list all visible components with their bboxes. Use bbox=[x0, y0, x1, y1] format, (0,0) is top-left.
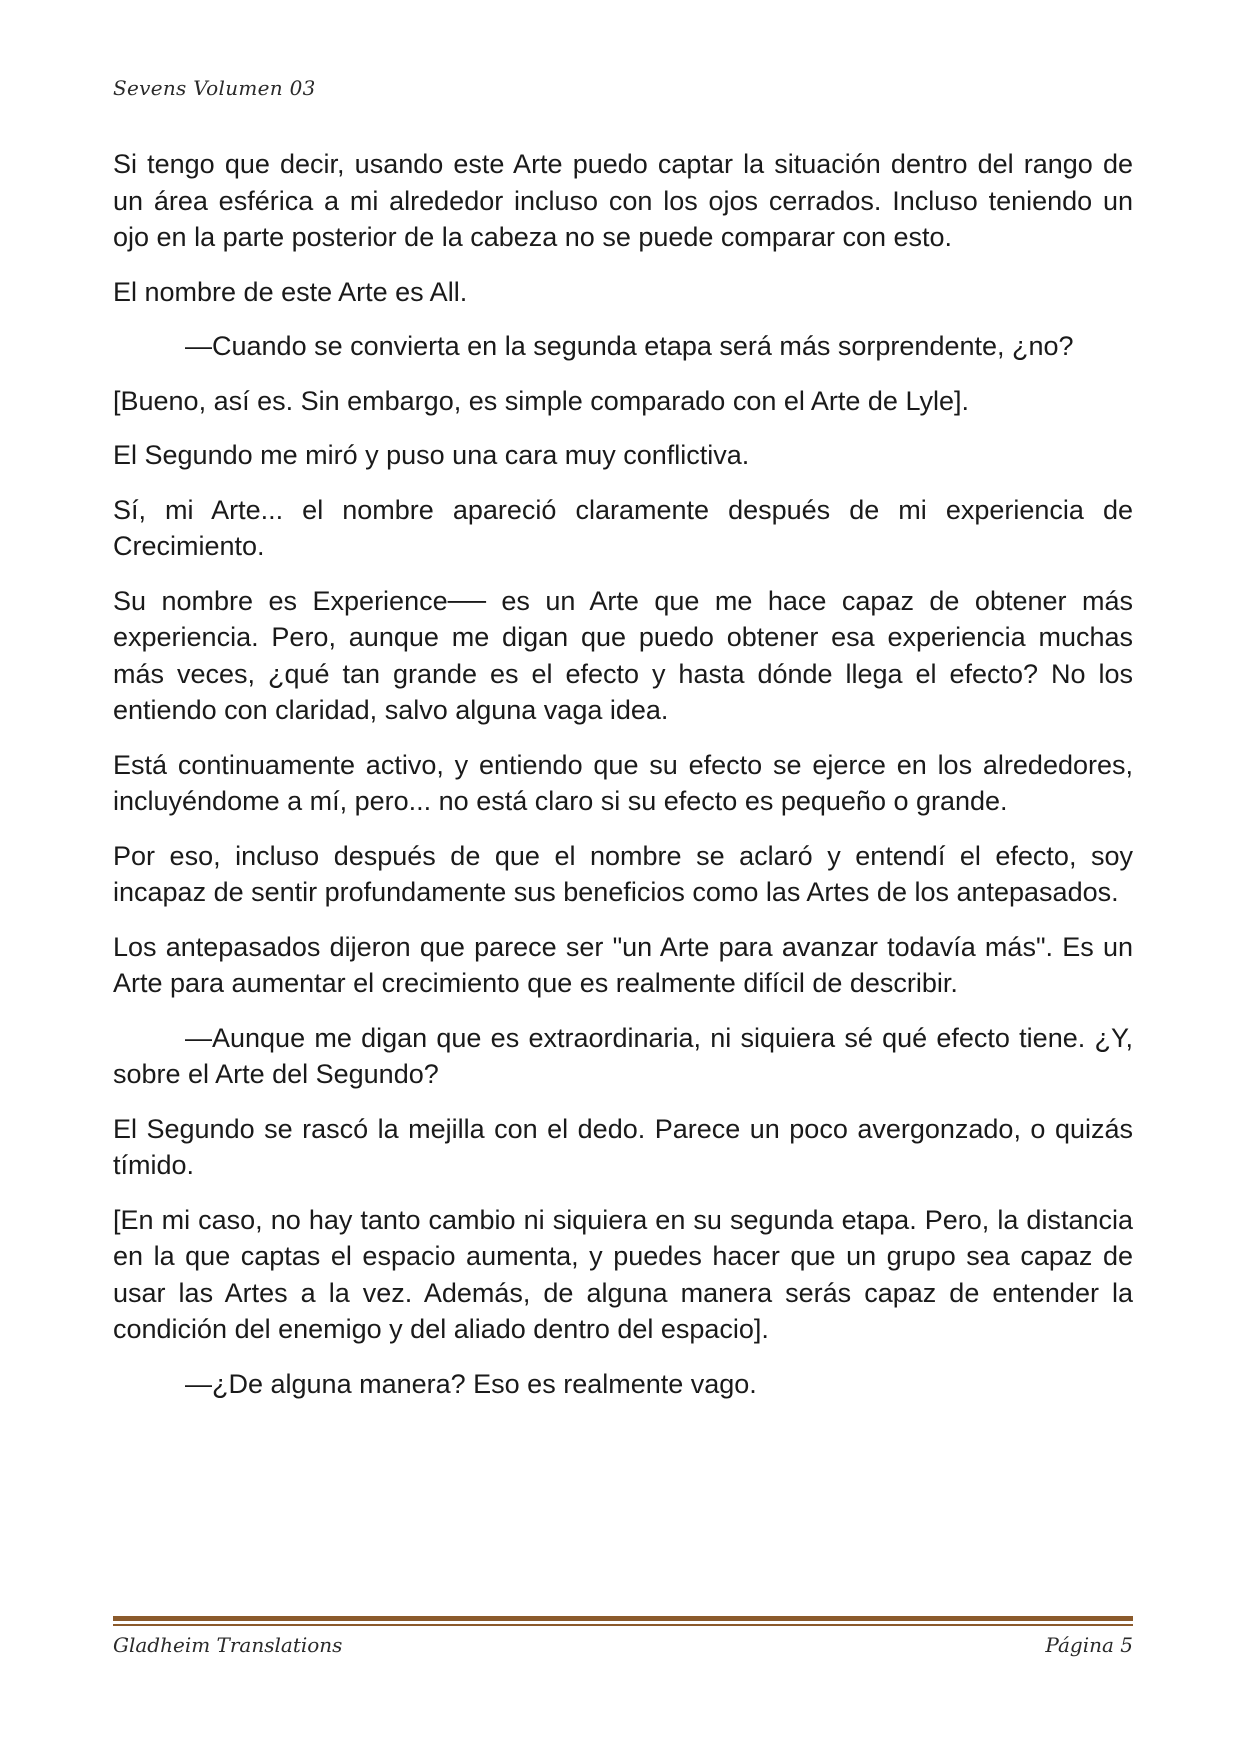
paragraph: Por eso, incluso después de que el nombre se aclaró y entendí el efecto, soy incapaz de sentir profundamente sus beneficios como las Artes de los antepasados. bbox=[113, 840, 1133, 907]
paragraph: Sí, mi Arte... el nombre apareció claramente después de mi experiencia de Crecimiento. bbox=[113, 494, 1133, 561]
running-header: Sevens Volumen 03 bbox=[113, 76, 316, 100]
paragraph: Si tengo que decir, usando este Arte puedo captar la situación dentro del rango de un área esférica a mi alrededor incluso con los ojos cerrados. Incluso teniendo un ojo en la parte posterior de la cabeza no se puede comparar con esto. bbox=[113, 149, 1133, 252]
paragraph-dialogue: —Cuando se convierta en la segunda etapa será más sorprendente, ¿no? bbox=[185, 331, 1074, 361]
footer-divider-thin bbox=[113, 1624, 1133, 1626]
paragraph-dialogue: —¿De alguna manera? Eso es realmente vago. bbox=[185, 1368, 757, 1399]
footer-credit: Gladheim Translations bbox=[113, 1633, 343, 1657]
footer-divider-thick bbox=[113, 1616, 1133, 1621]
page-number: Página 5 bbox=[1045, 1633, 1133, 1657]
paragraph: El nombre de este Arte es All. bbox=[113, 276, 468, 307]
paragraph: El Segundo se rascó la mejilla con el dedo. Parece un poco avergonzado, o quizás tímido. bbox=[113, 1113, 1133, 1180]
page-body bbox=[113, 146, 1133, 1420]
paragraph: El Segundo me miró y puso una cara muy conflictiva. bbox=[113, 440, 750, 470]
paragraph: Está continuamente activo, y entiendo que su efecto se ejerce en los alrededores, incluyéndome a mí, pero... no está claro si su efecto es pequeño o grande. bbox=[113, 749, 1133, 816]
paragraph: Su nombre es Experience── es un Arte que me hace capaz de obtener más experiencia. Pero, aunque me digan que puedo obtener esa experiencia muchas más veces, ¿qué tan grande es el efecto y hasta dónde llega el efecto? No los entiendo con claridad, salvo alguna vaga idea. bbox=[113, 585, 1133, 725]
paragraph-dialogue: —Aunque me digan que es extraordinaria, ni siquiera sé qué efecto tiene. ¿Y, sobre el Arte del Segundo? bbox=[113, 1022, 1133, 1089]
paragraph: [En mi caso, no hay tanto cambio ni siquiera en su segunda etapa. Pero, la distancia en la que captas el espacio aumenta, y puedes hacer que un grupo sea capaz de usar las Artes a la vez. Además, de alguna manera serás capaz de entender la condición del enemigo y del aliado dentro del espacio]. bbox=[113, 1204, 1133, 1344]
paragraph: Los antepasados dijeron que parece ser "un Arte para avanzar todavía más". Es un Arte para aumentar el crecimiento que es realmente difícil de describir. bbox=[113, 931, 1133, 998]
paragraph: [Bueno, así es. Sin embargo, es simple comparado con el Arte de Lyle]. bbox=[113, 385, 969, 416]
